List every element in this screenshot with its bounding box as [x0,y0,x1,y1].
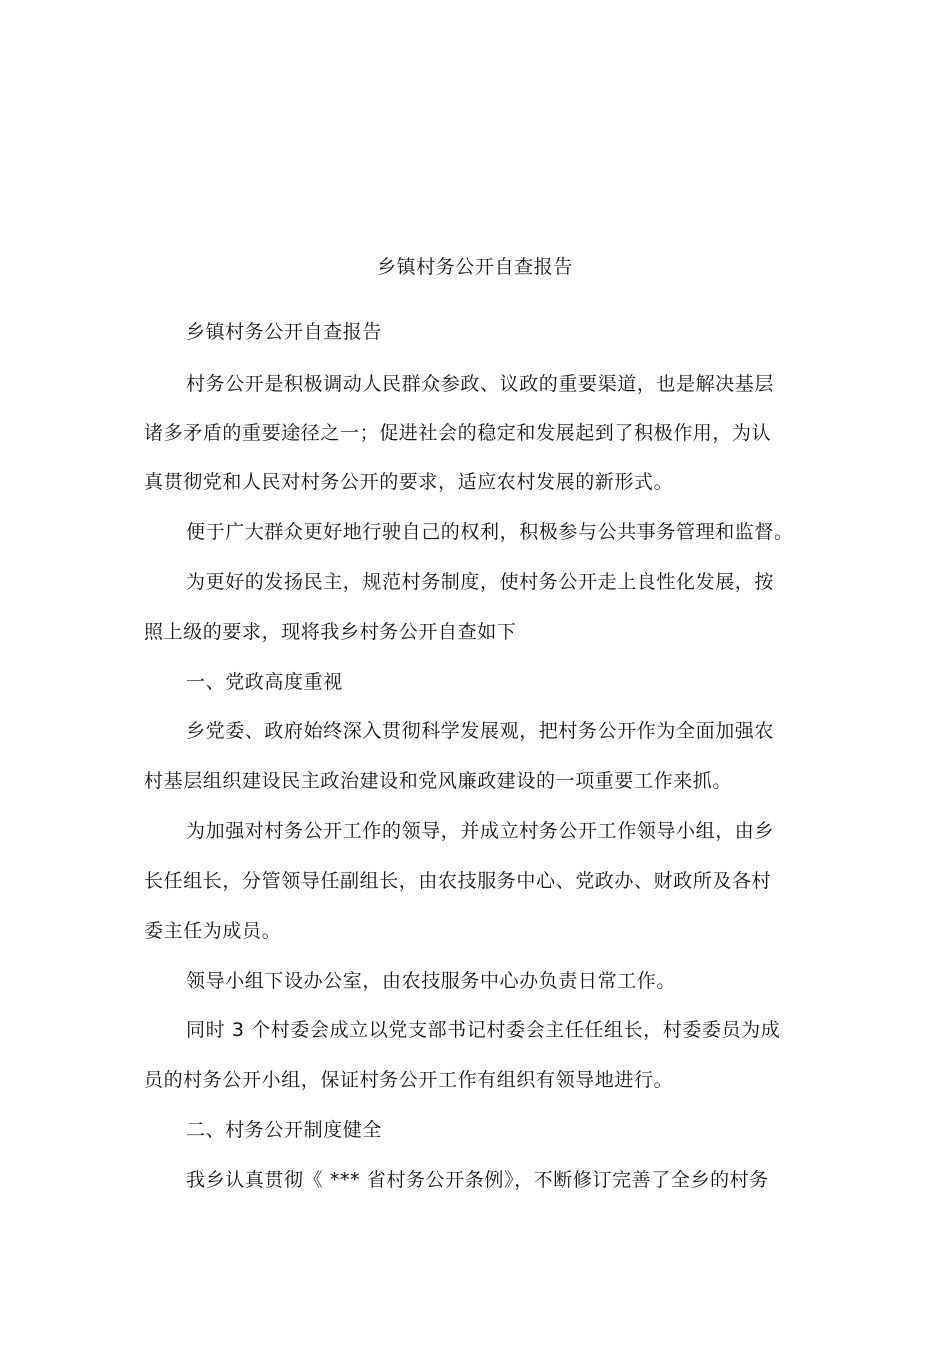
text-line: 村基层组织建设民主政治建设和党风廉政建设的一项重要工作来抓。 [144,770,733,792]
section-heading: 二、村务公开制度健全 [186,1119,383,1141]
document-title: 乡镇村务公开自查报告 [376,256,573,278]
text-line: 照上级的要求，现将我乡村务公开自查如下 [144,621,517,643]
text-line: 同时 3 个村委会成立以党支部书记村委会主任任组长，村委委员为成 [186,1019,781,1041]
text-line: 员的村务公开小组，保证村务公开工作有组织有领导地进行。 [144,1069,674,1091]
text-line: 便于广大群众更好地行驶自己的权利，积极参与公共事务管理和监督。 [186,521,794,543]
text-line: 委主任为成员。 [144,920,282,942]
text-line: 真贯彻党和人民对村务公开的要求，适应农村发展的新形式。 [144,471,674,493]
text-line: 乡党委、政府始终深入贯彻科学发展观，把村务公开作为全面加强农 [186,720,775,742]
section-heading: 一、党政高度重视 [186,671,343,693]
text-line: 我乡认真贯彻《 *** 省村务公开条例》，不断修订完善了全乡的村务 [186,1169,769,1191]
text-line: 领导小组下设办公室，由农技服务中心办负责日常工作。 [186,970,677,992]
text-line: 为更好的发扬民主，规范村务制度，使村务公开走上良性化发展，按 [186,571,775,593]
text-line: 为加强对村务公开工作的领导，并成立村务公开工作领导小组，由乡 [186,820,775,842]
text-line: 长任组长，分管领导任副组长，由农技服务中心、党政办、财政所及各村 [144,870,772,892]
text-line: 村务公开是积极调动人民群众参政、议政的重要渠道，也是解决基层 [186,373,775,395]
text-line: 诸多矛盾的重要途径之一；促进社会的稳定和发展起到了积极作用，为认 [144,422,772,444]
text-line: 乡镇村务公开自查报告 [186,321,383,343]
